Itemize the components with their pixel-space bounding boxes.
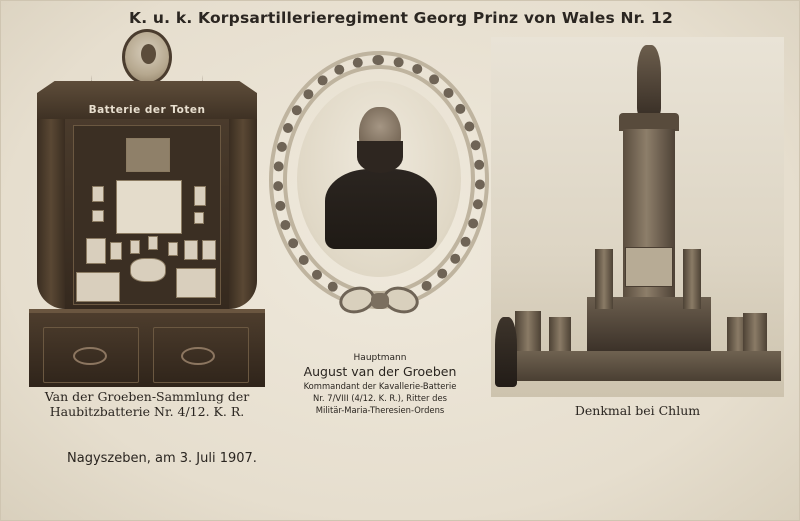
portrait-desc-line3: Militär-Maria-Theresien-Ordens: [315, 405, 445, 415]
document-sheet: [116, 180, 182, 234]
small-photo: [148, 236, 158, 250]
monument-statue: [637, 45, 661, 115]
door-ornament: [181, 347, 215, 365]
small-photo: [202, 240, 216, 260]
place-date: Nagyszeben, am 3. Juli 1907.: [67, 451, 257, 466]
fence-post: [595, 249, 613, 309]
monument-plaque: [625, 247, 673, 287]
standing-soldier: [495, 317, 517, 387]
paper-sheet: [76, 272, 120, 302]
display-case: [73, 125, 221, 305]
small-photo: [194, 186, 206, 206]
fence-post: [515, 311, 541, 355]
fence-post: [743, 313, 767, 355]
beard: [357, 141, 403, 173]
portrait-caption: [271, 352, 489, 416]
door-ornament: [73, 347, 107, 365]
small-photo: [86, 238, 106, 264]
small-photo: [168, 242, 178, 256]
left-caption-line2: Haubitzbatterie Nr. 4/12. K. R.: [49, 404, 245, 419]
ribbon-bow: [337, 283, 423, 329]
small-photo: [184, 240, 198, 260]
oval-picture: [130, 258, 166, 282]
cabinet-side-left: [37, 119, 65, 309]
small-photo: [92, 210, 104, 222]
medallion-portrait: [141, 44, 156, 64]
paper-sheet: [176, 268, 216, 298]
fence-post: [683, 249, 701, 309]
cabinet-side-right: [229, 119, 257, 309]
cabinet-photo: [29, 27, 265, 387]
cabinet-label: Batterie der Toten: [88, 104, 206, 116]
uniform: [325, 169, 437, 249]
card-title: K. u. k. Korpsartillerieregiment Georg Prinz von Wales Nr. 12: [129, 9, 673, 27]
bow-knot: [371, 293, 389, 309]
portrait-desc-line2: Nr. 7/VIII (4/12. K. R.), Ritter des: [312, 393, 447, 403]
small-photo: [92, 186, 104, 202]
portrait-name: August van der Groeben: [303, 364, 457, 379]
fence-post: [549, 317, 571, 355]
small-photo: [130, 240, 140, 254]
portrait-rank: Hauptmann: [353, 353, 407, 363]
left-caption-line1: Van der Groeben-Sammlung der: [44, 389, 250, 404]
monument-caption: Denkmal bei Chlum: [574, 403, 701, 418]
portrait-desc-line1: Kommandant der Kavallerie-Batterie: [303, 381, 457, 391]
framed-picture: [126, 138, 170, 172]
left-caption: [29, 389, 265, 419]
small-photo: [194, 212, 204, 224]
small-photo: [110, 242, 122, 260]
monument-steps: [511, 351, 781, 381]
